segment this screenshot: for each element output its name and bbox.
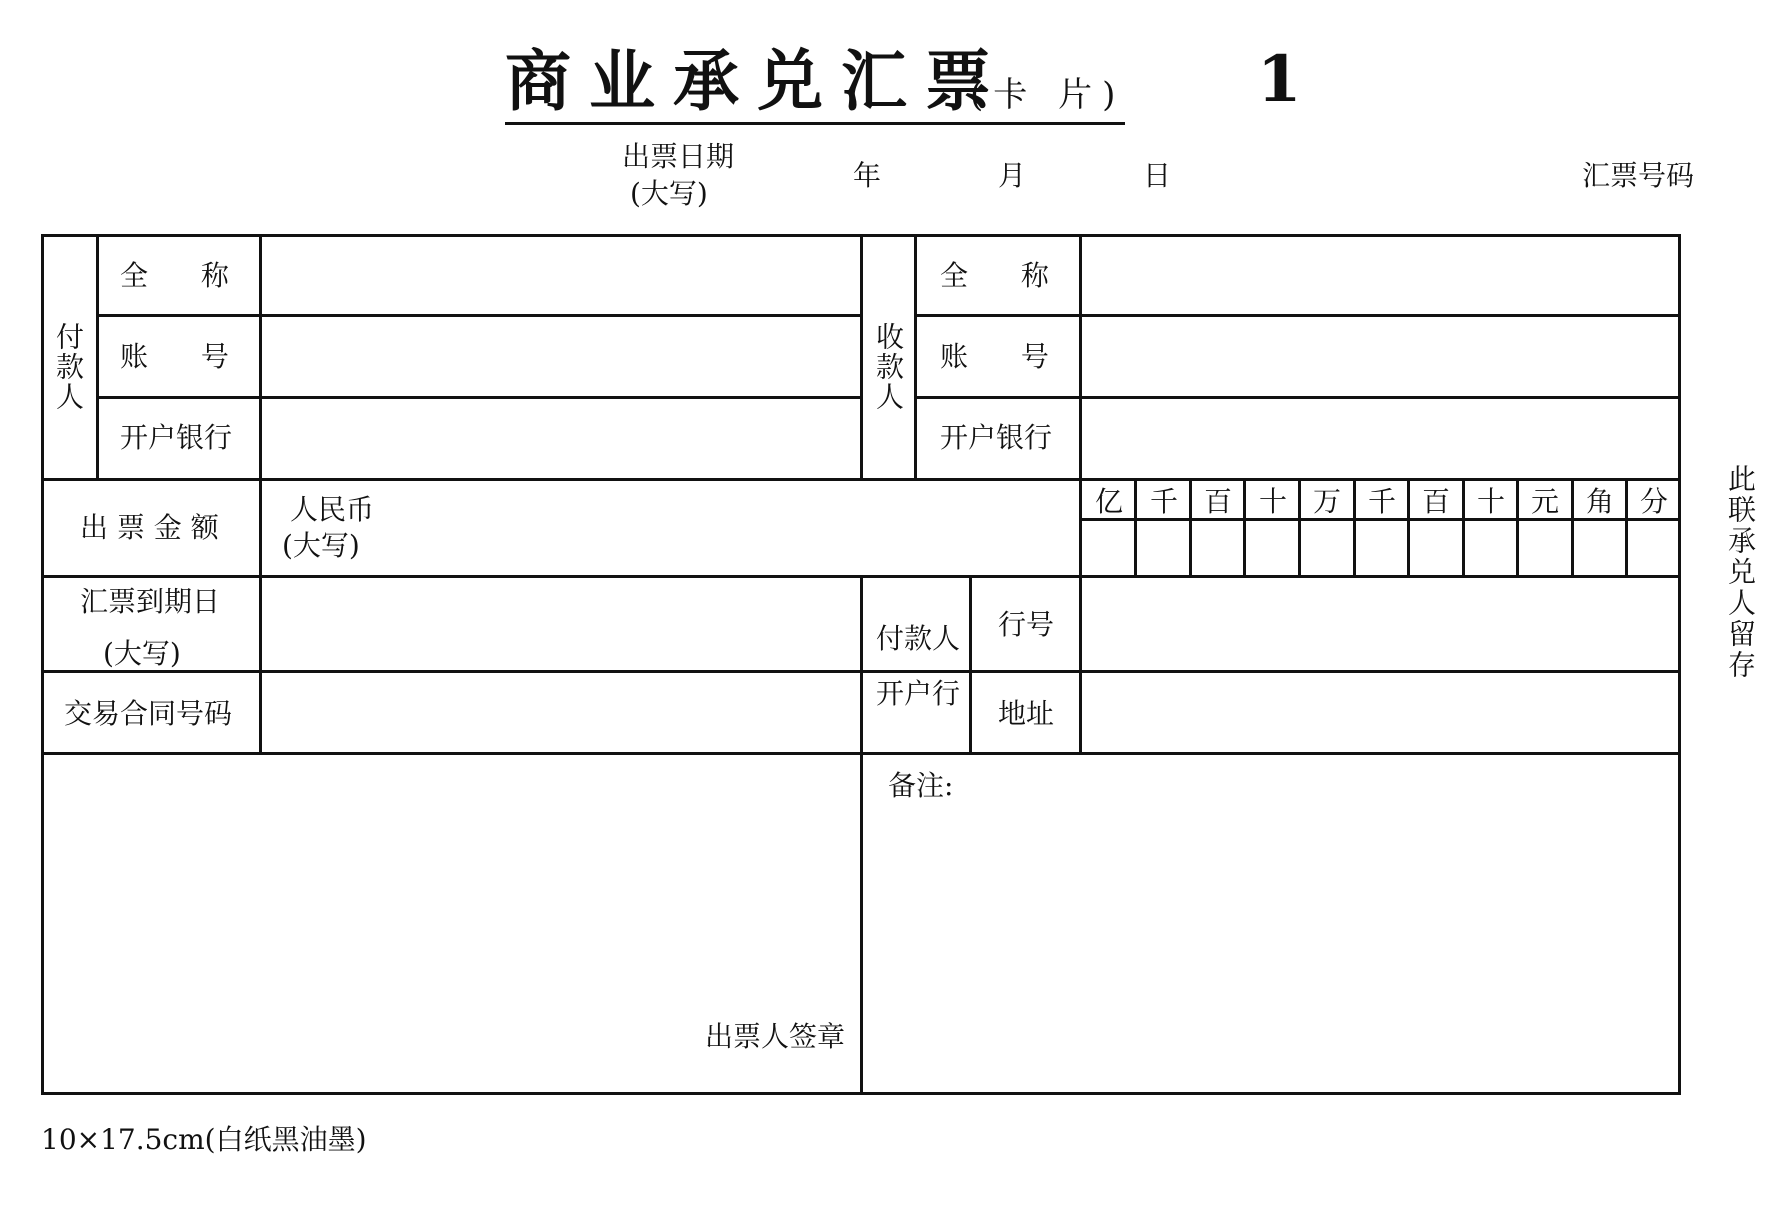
divider — [41, 478, 1681, 481]
remarks-label: 备注: — [888, 769, 954, 802]
payer-name-label: 全 称 — [120, 259, 251, 292]
digit-unit-jiao: 角 — [1585, 485, 1614, 518]
divider — [1079, 518, 1681, 521]
payee-bank-field[interactable] — [1083, 400, 1677, 477]
amount-caps-label: (大写) — [282, 529, 360, 562]
contract-number-field[interactable] — [263, 674, 859, 751]
bank-number-field[interactable] — [1083, 579, 1677, 669]
divider — [96, 234, 99, 479]
payer-bank-label: 开户银行 — [120, 421, 233, 454]
amount-currency-label: 人民币 — [290, 493, 375, 526]
drawer-signature-label: 出票人签章 — [705, 1020, 846, 1053]
due-date-caps-label: (大写) — [103, 637, 181, 670]
paper-spec-note: 10×17.5cm(白纸黑油墨) — [41, 1123, 367, 1156]
divider — [860, 234, 863, 479]
issue-date-caps-label: (大写) — [630, 177, 708, 210]
copy-number: 1 — [1257, 42, 1302, 117]
payer-bank-field[interactable] — [263, 400, 859, 477]
copy-retention-note: 此联承兑人留存 — [1724, 464, 1757, 681]
amount-label: 出 票 金 额 — [80, 511, 219, 544]
bill-number-label: 汇票号码 — [1582, 159, 1695, 192]
bank-address-field[interactable] — [1083, 674, 1677, 751]
digit-unit-qian-wan: 千 — [1149, 485, 1178, 518]
digit-unit-shi-wan: 十 — [1258, 485, 1287, 518]
issue-date-label: 出票日期 — [622, 140, 735, 173]
payer-account-field[interactable] — [263, 318, 859, 395]
divider — [259, 575, 262, 755]
bank-address-label: 地址 — [998, 697, 1055, 730]
divider — [96, 314, 861, 317]
payee-account-label: 账 号 — [940, 340, 1071, 373]
contract-number-label: 交易合同号码 — [64, 697, 233, 730]
divider — [915, 396, 1681, 399]
document-subtitle: (卡 片) — [970, 75, 1126, 115]
digit-unit-yuan: 元 — [1530, 485, 1559, 518]
digit-unit-bai: 百 — [1421, 485, 1450, 518]
title-underline — [505, 122, 1125, 125]
divider — [1079, 234, 1082, 479]
payer-bank-group-label-1: 付款人 — [876, 622, 961, 655]
document-title: 商业承兑汇票 — [505, 42, 1009, 120]
remarks-field[interactable] — [865, 810, 1675, 1090]
digit-unit-bai-wan: 百 — [1203, 485, 1232, 518]
divider — [860, 575, 863, 1095]
month-label: 月 — [998, 159, 1027, 192]
payee-group-label: 收款人 — [872, 322, 905, 412]
payee-account-field[interactable] — [1083, 318, 1677, 395]
divider — [914, 234, 917, 479]
table-border-left — [41, 234, 44, 1095]
digit-unit-fen: 分 — [1639, 485, 1668, 518]
payer-account-label: 账 号 — [120, 340, 251, 373]
amount-digits-field[interactable] — [1082, 522, 1677, 574]
digit-unit-wan: 万 — [1312, 485, 1341, 518]
divider — [1079, 575, 1082, 755]
payee-bank-label: 开户银行 — [940, 421, 1053, 454]
due-date-label: 汇票到期日 — [80, 585, 221, 618]
year-label: 年 — [853, 159, 882, 192]
payer-name-field[interactable] — [263, 238, 859, 313]
payer-bank-group-label-2: 开户行 — [876, 677, 961, 710]
divider — [96, 396, 861, 399]
divider — [259, 234, 262, 479]
bank-number-label: 行号 — [998, 608, 1055, 641]
day-label: 日 — [1143, 159, 1172, 192]
due-date-field[interactable] — [263, 579, 859, 669]
divider — [259, 478, 262, 576]
digit-unit-qian: 千 — [1367, 485, 1396, 518]
amount-words-field[interactable] — [400, 482, 1076, 574]
divider — [915, 314, 1681, 317]
digit-unit-yi: 亿 — [1094, 485, 1123, 518]
divider — [969, 575, 972, 755]
digit-unit-shi: 十 — [1476, 485, 1505, 518]
table-border-right — [1678, 234, 1681, 1095]
payee-name-field[interactable] — [1083, 238, 1677, 313]
payer-group-label: 付款人 — [52, 322, 85, 412]
payee-name-label: 全 称 — [940, 259, 1071, 292]
